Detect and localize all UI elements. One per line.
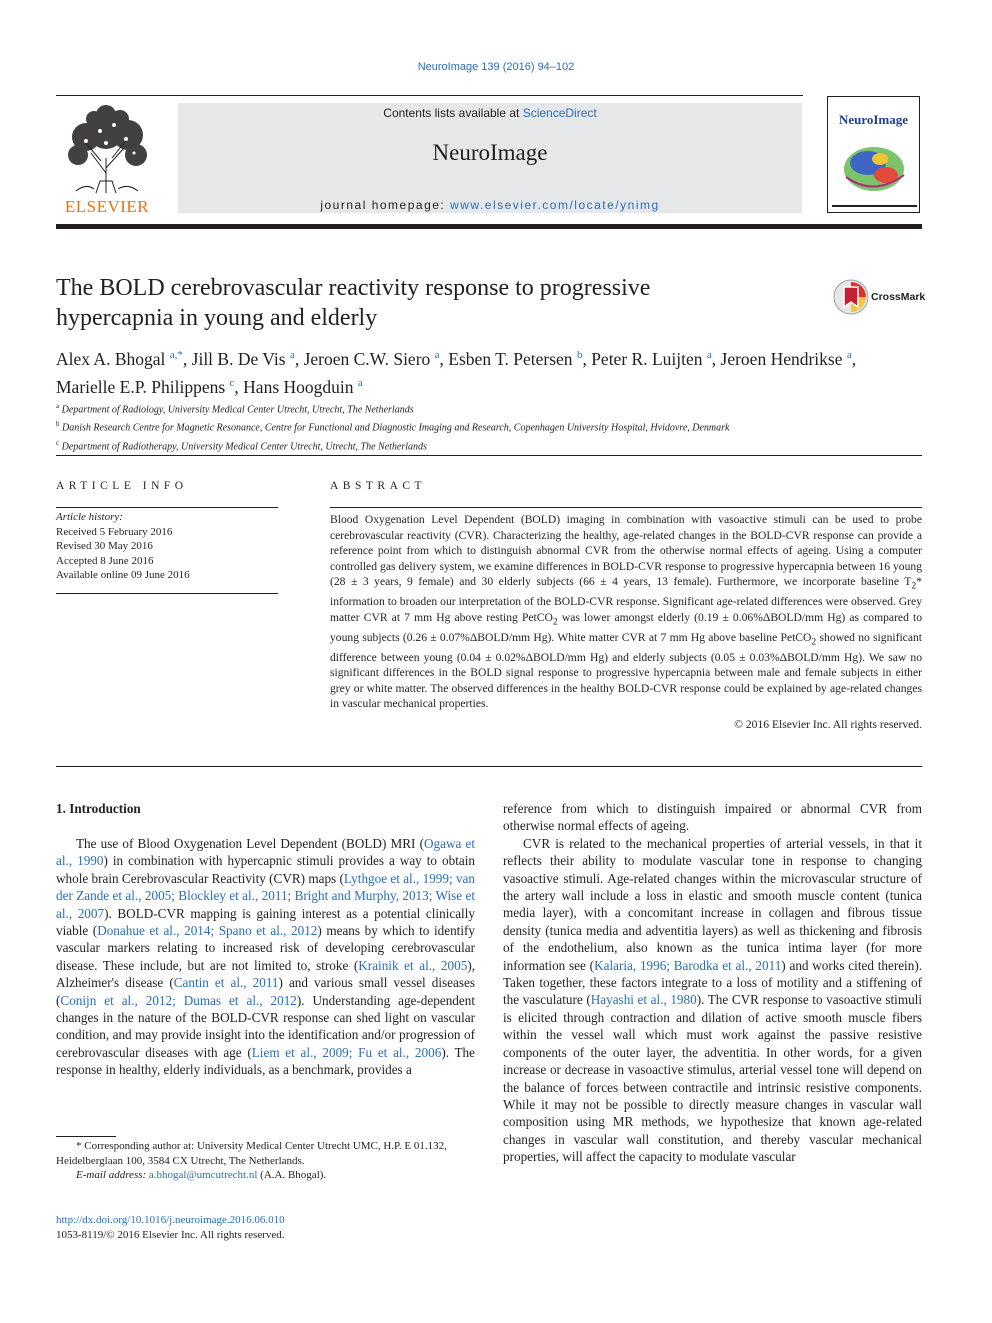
journal-citation-link[interactable]: NeuroImage 139 (2016) 94–102 xyxy=(417,61,575,73)
article-info-heading: ARTICLE INFO xyxy=(56,480,188,492)
crossmark-badge[interactable] xyxy=(833,279,925,315)
title-line-2: hypercapnia in young and elderly xyxy=(56,305,378,331)
crossmark-label: CrossMark xyxy=(871,291,926,303)
reference-link[interactable]: Conijn et al., 2012; Dumas et al., 2012 xyxy=(60,992,297,1008)
affiliation-rule xyxy=(56,455,922,456)
body-column-right xyxy=(503,800,922,1166)
footnote-rule xyxy=(56,1136,116,1137)
header-thick-rule xyxy=(56,224,922,229)
affiliation: $^c$ Department of Radiotherapy, University Medical Center Utrecht, Utrecht, The Netherlands xyxy=(56,438,427,452)
article-info-rule xyxy=(56,507,278,508)
homepage-prefix: journal homepage: xyxy=(320,198,451,212)
reference-link[interactable]: Krainik et al., 2005 xyxy=(358,957,468,973)
footnote-address: * Corresponding author at: University Medical Center Utrecht UMC, H.P. E 01.132, Heidelberglaan 100, 3584 CX Utrecht, The Netherlands. xyxy=(56,1140,447,1167)
doi-link[interactable]: http://dx.doi.org/10.1016/j.neuroimage.2016.06.010 xyxy=(56,1214,285,1226)
paragraph: CVR is related to the mechanical properties of arterial vessels, in that it reflects their ability to modulate vascular tone in response to changing vasoactive stimuli. Age-related changes within the microvascular structure of the artery wall include a loss in elastic and smooth muscle content (tunica media layer), with a concomitant increase in collagen and fibrous tissue density (tunica media and adventitia layers) as well as thickening and fibrosis of the endothelium, also known as the tunica intima layer (for more information see (Kalaria, 1996; Barodka et al., 2011) and works cited therein). Taken together, these factors integrate to a loss of motility and a stiffening of the vasculature (Hayashi et al., 1980). The CVR response to vasoactive stimuli is elicited through contraction and dilation of active smooth muscle fibers within the vessel wall which must work against the passive resistive components of the outer layer, the adventitia. In other words, for a given increase or decrease in vasoactive stimulus, arterial vessel tone will depend on the balance of forces between contractile and intrinsic resistive components. While it may not be possible to directly measure changes in vascular wall composition using MR methods, we hypothesize that known age-related changes in vascular wall constitution, and thereby vascular mechanical properties, will affect the capacity to modulate vascular xyxy=(503,835,923,1165)
author[interactable]: Hans Hoogduin $^a$ xyxy=(243,376,363,397)
contents-prefix: Contents lists available at xyxy=(383,106,523,120)
reference-link[interactable]: Lythgoe et al., 1999; van der Zande et al., 2005; Blockley et al., 2011; Bright and Murphy, 2013; Wise et al., 2007 xyxy=(56,870,475,921)
article-info-bottom-rule xyxy=(56,593,278,594)
article-history xyxy=(56,510,278,583)
abstract-copyright: © 2016 Elsevier Inc. All rights reserved. xyxy=(734,718,922,731)
reference-link[interactable]: Liem et al., 2009; Fu et al., 2006 xyxy=(251,1044,442,1060)
header-rule xyxy=(56,95,803,96)
reference-link[interactable]: Ogawa et al., 1990 xyxy=(56,836,475,869)
footnote-email: E-mail address: a.bhogal@umcutrecht.nl (A.A. Bhogal). xyxy=(76,1169,327,1181)
author[interactable]: Jill B. De Vis $^a$ xyxy=(191,348,295,369)
abstract-text: Blood Oxygenation Level Dependent (BOLD) imaging in combination with vasoactive stimuli can be used to probe cerebrovascular reactivity (CVR). Characterizing the healthy, age-related changes in the BOLD-CVR response can provide a reference point from which to distinguish abnormal CVR from the otherwise normal effects of ageing. Using a computer controlled gas delivery system, we examine differences in BOLD-CVR response to progressive hypercapnia between 16 young (28 ± 3 years, 9 female) and 30 elderly subjects (66 ± 4 years, 13 female). Furthermore, we incorporate baseline $T_2*$ information to broaden our interpretation of the BOLD-CVR response. Significant age-related differences were observed. Grey matter CVR at 7 mm Hg above resting PetCO$_2$ was lower amongst elderly (0.19 ± 0.06%ΔBOLD/mm Hg) as compared to young subjects (0.26 ± 0.07%ΔBOLD/mm Hg). White matter CVR at 7 mm Hg above baseline PetCO$_2$ showed no significant difference between young (0.04 ± 0.02%ΔBOLD/mm Hg) and elderly subjects (0.05 ± 0.03%ΔBOLD/mm Hg). We saw no significant differences in the BOLD signal response to progressive hypercapnia between male and female subjects in either grey or white matter. The observed differences in the healthy BOLD-CVR response could be explained by age-related changes in vascular mechanical properties. xyxy=(330,513,923,711)
title-line-1: The BOLD cerebrovascular reactivity response to progressive xyxy=(56,275,651,301)
history-online: Available online 09 June 2016 xyxy=(56,569,190,581)
body-column-left: The use of Blood Oxygenation Level Dependent (BOLD) MRI (Ogawa et al., 1990) in combination with hypercapnic stimuli provides a way to obtain whole brain Cerebrovascular Reactivity (CVR) maps (Lythgoe et al., 1999; van der Zande et al., 2005; Blockley et al., 2011; Bright and Murphy, 2013; Wise et al., 2007). BOLD-CVR mapping is gaining interest as a potential clinically viable (Donahue et al., 2014; Spano et al., 2012) means by which to identify vascular markers relating to increased risk of developing cerebrovascular disease. These include, but are not limited to, stroke (Krainik et al., 2005), Alzheimer's disease (Cantin et al., 2011) and various small vessel diseases (Conijn et al., 2012; Dumas et al., 2012). Understanding age-dependent changes in the nature of the BOLD-CVR response can shed light on vascular condition, and may provide insight into the identification and/or progression of cerebrovascular diseases with age (Liem et al., 2009; Fu et al., 2006). The response in healthy, elderly individuals, as a benchmark, provides a xyxy=(56,836,476,1078)
affiliation: $^b$ Danish Research Centre for Magnetic Resonance, Centre for Functional and Diagnostic Imaging and Research, Copenhagen University Hospital, Hvidovre, Denmark xyxy=(56,420,730,434)
elsevier-wordmark: ELSEVIER xyxy=(64,197,150,216)
abstract-rule xyxy=(330,507,922,508)
sciencedirect-link[interactable]: ScienceDirect xyxy=(522,106,597,120)
cover-title: NeuroImage xyxy=(838,112,909,127)
crossmark-icon xyxy=(833,279,869,315)
affiliations xyxy=(56,399,922,454)
history-received: Received 5 February 2016 xyxy=(56,525,173,538)
author-list: Alex A. Bhogal $^{a,*}$, Jill B. De Vis $^a$, Jeroen C.W. Siero $^a$, Esben T. Petersen $^b$, Peter R. Luijten $^a$, Jeroen Hendrikse $^a$, Marielle E.P. Philippens $^c$, Hans Hoogduin $^a$ xyxy=(56,348,857,397)
contents-line xyxy=(178,106,802,120)
affiliation: $^a$ Department of Radiology, University Medical Center Utrecht, Utrecht, The Netherlands xyxy=(56,402,414,416)
email-link[interactable]: a.bhogal@umcutrecht.nl xyxy=(148,1169,258,1181)
author[interactable]: Peter R. Luijten $^a$ xyxy=(591,348,712,369)
homepage-link[interactable]: www.elsevier.com/locate/ynimg xyxy=(450,198,660,212)
history-revised: Revised 30 May 2016 xyxy=(56,540,153,552)
author[interactable]: Jeroen C.W. Siero $^a$ xyxy=(303,348,440,369)
abstract-heading: ABSTRACT xyxy=(330,480,427,492)
journal-homepage-line xyxy=(178,198,802,212)
reference-link[interactable]: Donahue et al., 2014; Spano et al., 2012 xyxy=(97,923,318,939)
paragraph-continuation: reference from which to distinguish impaired or abnormal CVR from otherwise normal effects of ageing. xyxy=(503,801,922,834)
journal-name: NeuroImage xyxy=(432,140,548,165)
reference-link[interactable]: Hayashi et al., 1980 xyxy=(590,992,697,1008)
author[interactable]: Esben T. Petersen $^b$ xyxy=(448,348,583,369)
author[interactable]: Marielle E.P. Philippens $^c$ xyxy=(56,376,235,397)
issn-copyright: 1053-8119/© 2016 Elsevier Inc. All rights reserved. xyxy=(56,1229,285,1241)
corresponding-author-footnote xyxy=(56,1139,475,1183)
section-heading-introduction: 1. Introduction xyxy=(56,801,141,816)
history-accepted: Accepted 8 June 2016 xyxy=(56,554,154,567)
body-separator-rule xyxy=(56,766,922,767)
reference-link[interactable]: Cantin et al., 2011 xyxy=(173,975,279,991)
author[interactable]: Alex A. Bhogal $^{a,*}$ xyxy=(56,348,183,369)
article-title xyxy=(56,273,776,333)
history-label: Article history: xyxy=(56,511,123,523)
author[interactable]: Jeroen Hendrikse $^a$ xyxy=(720,348,852,369)
reference-link[interactable]: Kalaria, 1996; Barodka et al., 2011 xyxy=(594,957,782,973)
